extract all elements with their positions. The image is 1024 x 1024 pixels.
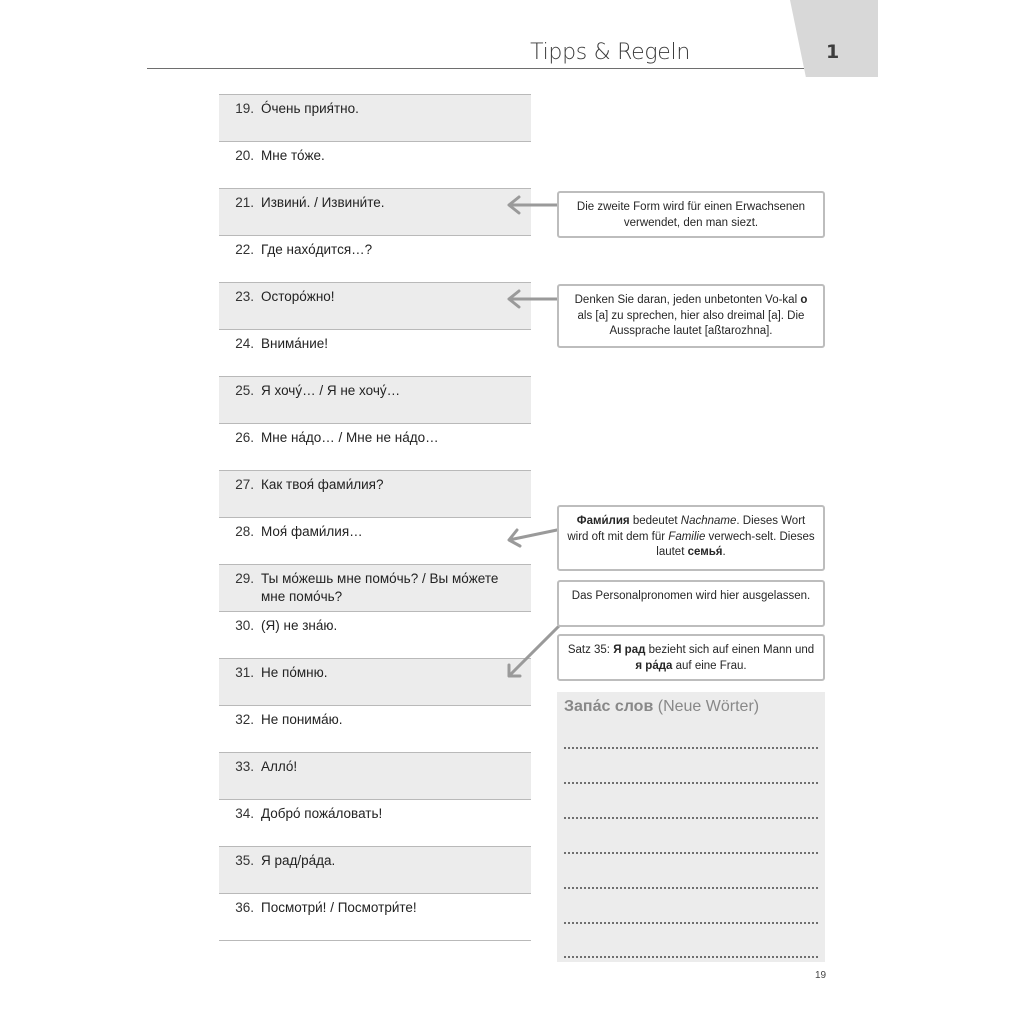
phrase-number: 31. [235,665,254,680]
chapter-number: 1 [826,41,840,63]
phrase-row [219,799,531,846]
note-28 [557,505,825,571]
phrase-row [219,470,531,517]
page-title: Tipps & Regeln [530,40,690,65]
phrase-row [219,329,531,376]
phrase-number: 27. [235,477,254,492]
vocab-write-line[interactable] [564,747,818,749]
vocab-title [564,698,759,716]
note-23-text: Denken Sie daran, jeden unbetonten Vo-kal [574,294,801,306]
vocab-write-line[interactable] [564,817,818,819]
phrase-text: Не понима́ю. [261,712,343,727]
note-23-bold: o [800,294,808,306]
note-35-bold: я ра́да [635,659,673,672]
phrase-number: 30. [235,618,254,633]
note-30 [557,580,825,627]
vocab-write-line[interactable] [564,782,818,784]
phrase-row [219,611,531,658]
phrase-row [219,188,531,235]
phrase-text: Моя́ фами́лия… [261,524,363,539]
note-35-text: auf eine Frau. [672,659,747,672]
vocab-write-line[interactable] [564,956,818,958]
phrase-number: 34. [235,806,254,821]
phrase-row [219,658,531,705]
table-bottom-rule [219,940,531,941]
phrase-text: Посмотри́! / Посмотри́те! [261,900,417,915]
phrase-number: 26. [235,430,254,445]
note-28-italic-word: Familie [668,530,706,543]
phrase-text: Как твоя́ фами́лия? [261,477,384,492]
note-35-bold: Я рад [613,644,646,656]
phrase-number: 36. [235,900,254,915]
phrase-number: 23. [235,289,254,304]
note-28-italic-word: Nachname [680,515,737,527]
phrase-text: Алло́! [261,759,298,774]
phrase-text: Мне то́же. [261,148,325,163]
phrase-row [219,376,531,423]
phrase-text: Ты мо́жешь мне помо́чь? / Вы мо́жете мне помо́чь? [261,571,499,604]
phrase-text: Внима́ние! [261,336,329,351]
phrase-text: Извини́. / Извини́те. [261,195,385,210]
note-28-text: verwech-selt. Dieses lautet [656,530,815,558]
vocab-write-line[interactable] [564,922,818,924]
note-21-text: Die zweite Form wird für einen Erwachsenen verwendet, den man siezt. [576,201,806,229]
header-divider [147,68,804,69]
note-28-bold-word: семья́ [687,546,723,558]
phrase-number: 19. [235,101,254,116]
chapter-tab [790,0,878,77]
phrase-text: Осторо́жно! [261,289,335,304]
vocab-box [557,692,825,962]
phrase-text: Óчень прия́тно. [261,101,359,116]
note-23 [557,284,825,348]
phrase-row [219,423,531,470]
phrase-text: Не по́мню. [261,665,328,680]
note-28-text: bedeutet [629,515,681,527]
note-35-text: Satz 35: [567,644,614,656]
phrase-number: 21. [235,195,254,210]
phrase-text: Я хочу́… / Я не хочу́… [261,383,401,398]
page-number: 19 [815,970,827,981]
vocab-write-line[interactable] [564,887,818,889]
phrase-row [219,893,531,940]
phrase-row [219,564,531,611]
phrase-row [219,94,531,141]
phrase-number: 33. [235,759,254,774]
phrase-table [219,94,531,941]
phrase-row [219,517,531,564]
phrase-row [219,752,531,799]
phrase-number: 20. [235,148,254,163]
phrase-row [219,846,531,893]
phrase-number: 28. [235,524,254,539]
vocab-write-line[interactable] [564,852,818,854]
phrase-text: Добро́ пожа́ловать! [261,806,383,821]
phrase-text: Я рад/ра́да. [261,853,336,868]
note-35 [557,634,825,681]
phrase-row [219,141,531,188]
phrase-row [219,235,531,282]
note-35-text: bezieht sich auf einen Mann und [645,644,815,656]
phrase-text: Где нахо́дится…? [261,242,373,257]
phrase-number: 25. [235,383,254,398]
phrase-row [219,705,531,752]
vocab-title-ru: Запа́с слов [564,698,654,715]
note-28-bold-word: Фами́лия [576,515,630,527]
phrase-number: 35. [235,853,254,868]
note-28-text: . Dieses Wort wird oft mit dem für [567,515,806,543]
phrase-number: 24. [235,336,254,351]
note-28-text: . [722,546,726,558]
phrase-row [219,282,531,329]
vocab-title-de: (Neue Wörter) [653,698,760,715]
phrase-number: 29. [235,571,254,586]
note-21 [557,191,825,238]
phrase-text: (Я) не зна́ю. [261,618,338,633]
note-30-text: Das Personalpronomen wird hier ausgelassen. [571,590,811,602]
phrase-number: 22. [235,242,254,257]
note-23-text-end: als [a] zu sprechen, hier also dreimal [a]. Die Aussprache lautet [aßtarozhna]. [577,309,805,337]
phrase-text: Мне на́до… / Мне не на́до… [261,430,439,445]
phrase-number: 32. [235,712,254,727]
